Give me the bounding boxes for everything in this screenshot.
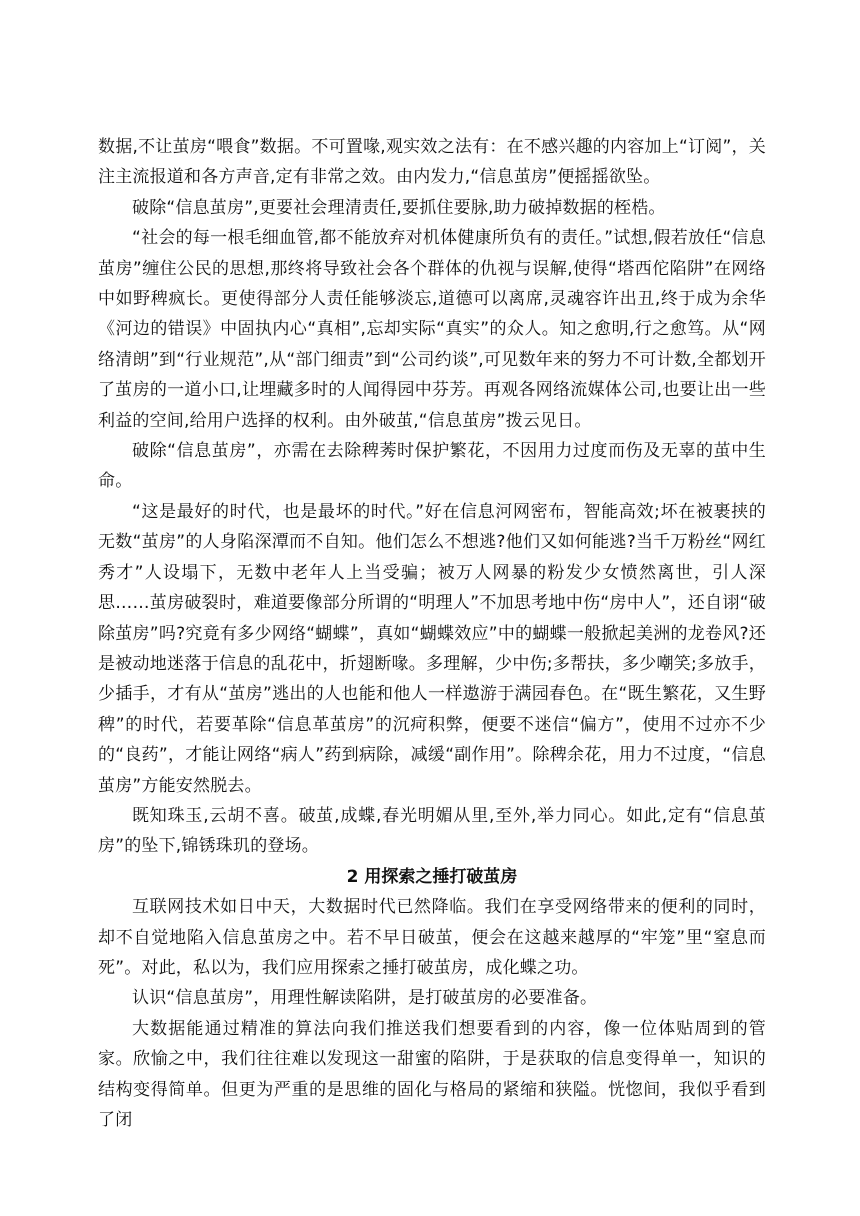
document-page	[98, 132, 766, 1135]
paragraph: 数据,不让茧房“喂食”数据。不可置喙,观实效之法有：在不感兴趣的内容加上“订阅”，关注主流报道和各方声音,定有非常之效。由内发力,“信息茧房”便摇摇欲坠。	[98, 137, 766, 188]
paragraph: 破除“信息茧房”,更要社会理清责任,要抓住要脉,助力破掉数据的桎梏。	[132, 197, 666, 218]
paragraph: 互联网技术如日中天，大数据时代已然降临。我们在享受网络带来的便利的同时，却不自觉地陷入信息茧房之中。若不早日破茧，便会在这越来越厚的“牢笼”里“窒息而死”。对此，私以为，我们应用探索之捶打破茧房，成化蝶之功。	[98, 897, 766, 978]
paragraph: 大数据能通过精准的算法向我们推送我们想要看到的内容，像一位体贴周到的管家。欣愉之中，我们往往难以发现这一甜蜜的陷阱，于是获取的信息变得单一，知识的结构变得简单。但更为严重的是思维的固化与格局的紧缩和狭隘。恍惚间，我似乎看到了闭	[98, 1018, 766, 1130]
paragraph: 破除“信息茧房”，亦需在去除稗莠时保护繁花，不因用力过度而伤及无辜的茧中生命。	[98, 441, 766, 492]
paragraph: “社会的每一根毛细血管,都不能放弃对机体健康所负有的责任。”试想,假若放任“信息茧房”缠住公民的思想,那终将导致社会各个群体的仇视与误解,使得“塔西佗陷阱”在网络中如野稗疯长。更使得部分人责任能够淡忘,道德可以离席,灵魂容许出丑,终于成为余华《河边的错误》中固执内心“真相”,忘却实际“真实”的众人。知之愈明,行之愈笃。从“网络清朗”到“行业规范”,从“部门细责”到“公司约谈”,可见数年来的努力不可计数,全都划开了茧房的一道小口,让埋藏多时的人闻得园中芬芳。再观各网络流媒体公司,也要让出一些利益的空间,给用户选择的权利。由外破茧,“信息茧房”拨云见日。	[98, 228, 766, 431]
paragraph: 既知珠玉,云胡不喜。破茧,成蝶,春光明媚从里,至外,举力同心。如此,定有“信息茧房”的坠下,锦锈珠玑的登场。	[98, 805, 766, 857]
paragraph: “这是最好的时代，也是最坏的时代。”好在信息河网密布，智能高效;坏在被裹挟的无数“茧房”的人身陷深潭而不自知。他们怎么不想逃?他们又如何能逃?当千万粉丝“网红秀才”人设塌下，无数中老年人上当受骗；被万人网暴的粉发少女愤然离世，引人深思……茧房破裂时，难道要像部分所谓的“明理人”不加思考地中伤“房中人”，还自诩“破除茧房”吗?究竟有多少网络“蝴蝶”，真如“蝴蝶效应”中的蝴蝶一般掀起美洲的龙卷风?还是被动地迷落于信息的乱花中，折翅断喙。多理解，少中伤;多帮扶，多少嘲笑;多放手，少插手，才有从“茧房”逃出的人也能和他人一样遨游于满园春色。在“既生繁花，又生野稗”的时代，若要革除“信息革茧房”的沉疴积弊，便要不迷信“偏方”，使用不过亦不少的“良药”，才能让网络“病人”药到病除，减缓“副作用”。除稗余花，用力不过度，“信息茧房”方能安然脱去。	[98, 501, 766, 796]
section-heading: 2 用探索之捶打破茧房	[346, 866, 518, 887]
paragraph: 认识“信息茧房”，用理性解读陷阱，是打破茧房的必要准备。	[132, 988, 598, 1009]
